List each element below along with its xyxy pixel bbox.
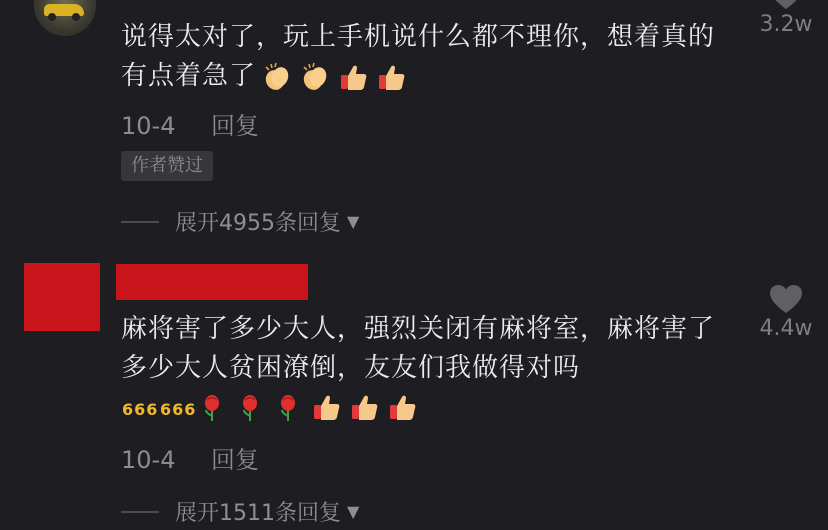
thumbs-up-icon — [311, 392, 341, 422]
666-icon — [121, 392, 159, 422]
comment-date: 10-4 — [121, 112, 176, 140]
comment-text — [121, 18, 741, 96]
expand-replies-button[interactable] — [121, 496, 359, 527]
heart-icon — [769, 284, 803, 314]
car-wheel — [72, 13, 80, 21]
expand-replies-label: 展开1511条回复 — [175, 501, 341, 526]
heart-icon — [769, 0, 803, 10]
car-wheel — [48, 13, 56, 21]
author-liked-badge: 作者赞过 — [121, 151, 213, 181]
comment-meta — [121, 106, 259, 141]
comment-date: 10-4 — [121, 446, 176, 474]
emoji-row — [121, 392, 731, 422]
666-icon — [159, 392, 197, 422]
divider-line — [121, 221, 159, 223]
svg-text:666: 666 — [122, 400, 159, 419]
comment-text — [121, 310, 731, 422]
caret-down-icon: ▼ — [347, 212, 360, 231]
avatar[interactable] — [34, 0, 96, 36]
rose-icon — [235, 392, 265, 422]
divider-line — [121, 511, 159, 513]
expand-replies-label: 展开4955条回复 — [175, 211, 341, 236]
like-count: 3.2w — [759, 12, 813, 37]
thumbs-up-icon — [338, 62, 368, 92]
comment-body: 麻将害了多少大人，强烈关闭有麻将室，麻将害了多少大人贫困潦倒，友友们我做得对吗 — [121, 314, 716, 383]
comment-meta — [121, 440, 259, 475]
clapping-hands-icon — [262, 62, 292, 92]
emoji-row — [262, 62, 406, 92]
redacted-username — [116, 264, 308, 300]
thumbs-up-icon — [387, 392, 417, 422]
redacted-avatar — [24, 263, 100, 331]
rose-icon — [197, 392, 227, 422]
thumbs-up-icon — [349, 392, 379, 422]
reply-button[interactable]: 回复 — [211, 112, 259, 140]
clapping-hands-icon — [300, 62, 330, 92]
thumbs-up-icon — [376, 62, 406, 92]
like-count: 4.4w — [759, 316, 813, 341]
like-button[interactable] — [756, 284, 816, 341]
rose-icon — [273, 392, 303, 422]
expand-replies-button[interactable] — [121, 206, 359, 237]
reply-button[interactable]: 回复 — [211, 446, 259, 474]
like-button[interactable] — [756, 0, 816, 37]
svg-text:666: 666 — [160, 400, 197, 419]
comment-body: 说得太对了，玩上手机说什么都不理你，想着真的有点着急了 — [121, 22, 716, 91]
caret-down-icon: ▼ — [347, 502, 360, 521]
